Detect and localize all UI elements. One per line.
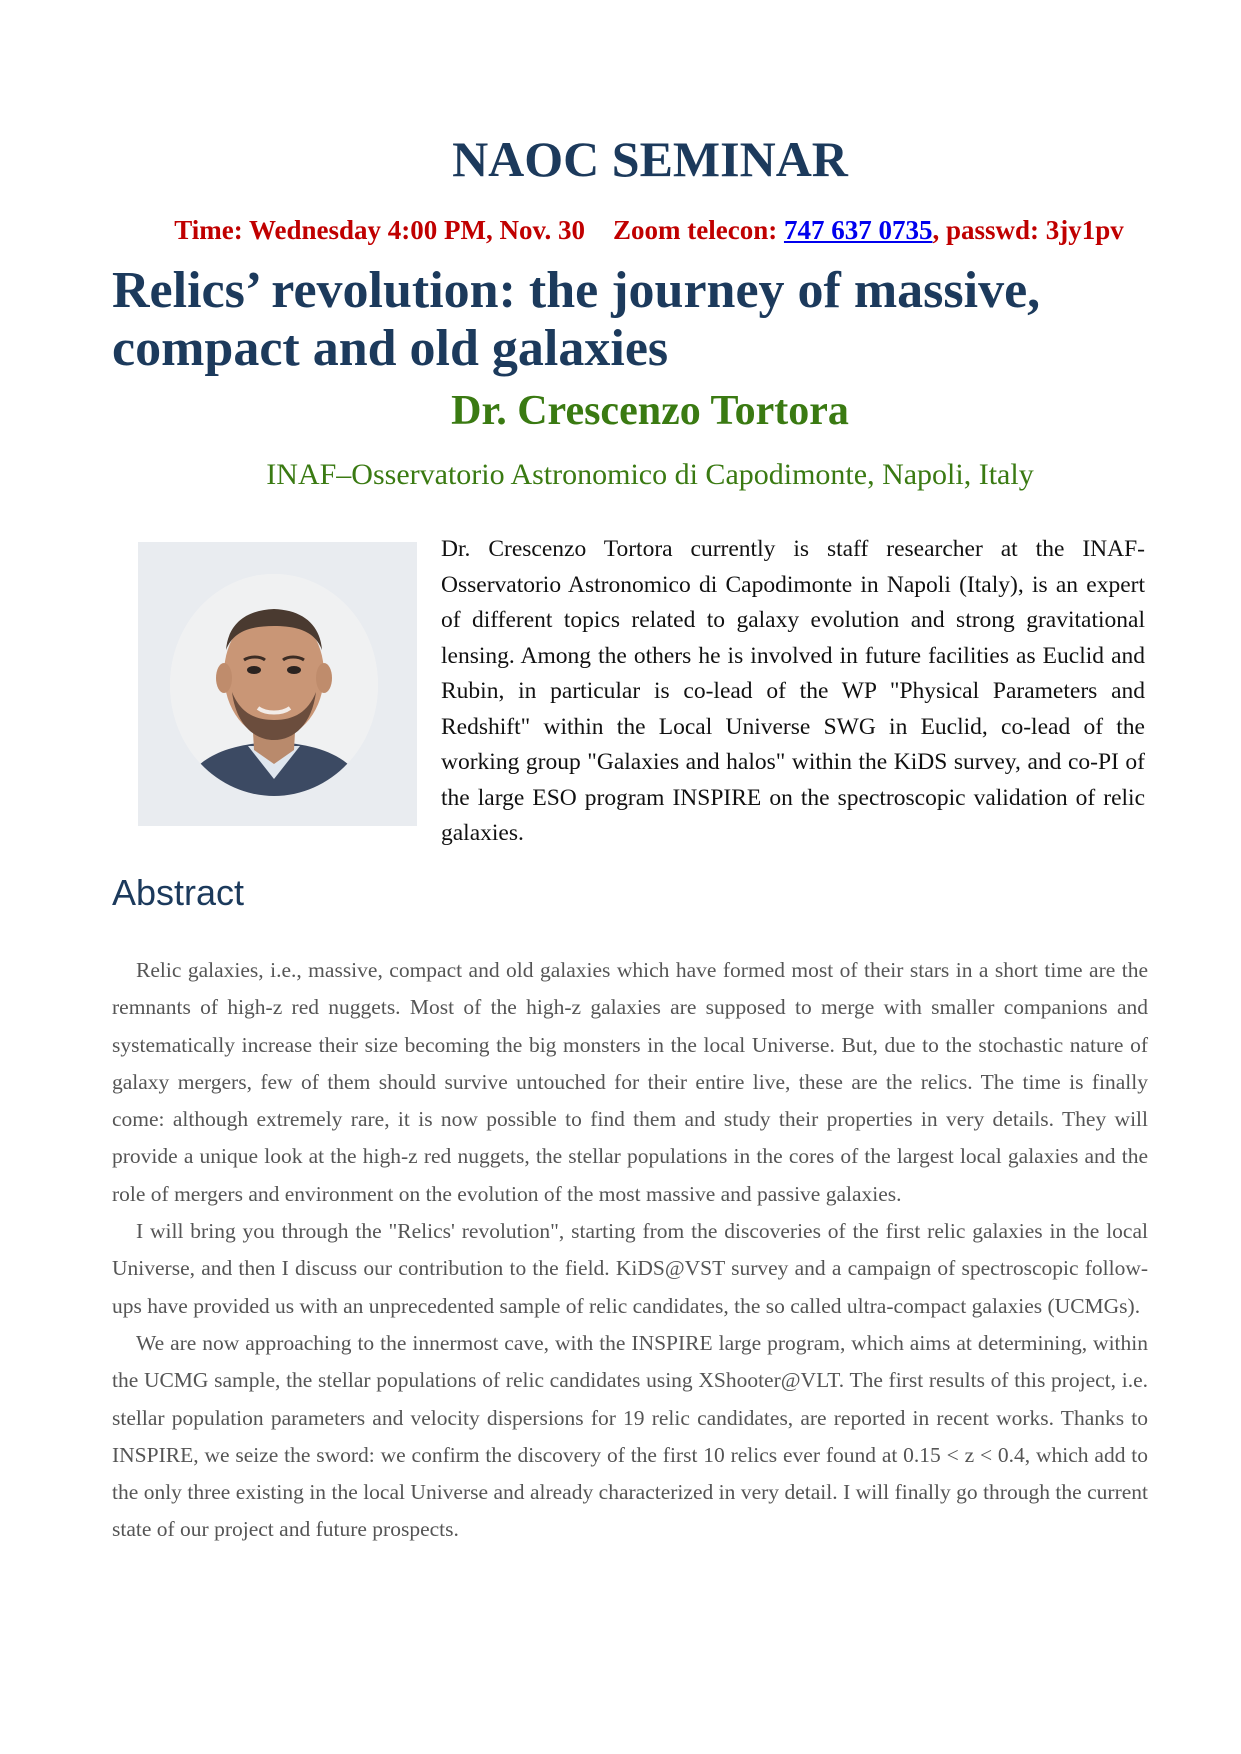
abstract-heading: Abstract — [112, 872, 245, 913]
abstract-paragraph: I will bring you through the "Relics' revolution", starting from the discoveries of the first relic galaxies in the local Universe, and then I discuss our contribution to the field. KiDS@VST survey and a campaign of spectroscopic follow-ups have provided us with an unprecedented sample of relic candidates, the so called ultra-compact galaxies (UCMGs). — [112, 1219, 1148, 1318]
speaker-portrait-image — [170, 574, 378, 796]
speaker-name: Dr. Crescenzo Tortora — [451, 388, 849, 434]
passwd-label: , passwd: 3jy1pv — [932, 215, 1124, 245]
talk-title: Relics’ revolution: the journey of massive, compact and old galaxies — [112, 262, 1041, 377]
speaker-affiliation: INAF–Osservatorio Astronomico di Capodimonte, Napoli, Italy — [266, 458, 1034, 491]
speaker-photo — [138, 542, 417, 826]
zoom-meeting-link[interactable]: 747 637 0735 — [783, 215, 933, 245]
speaker-bio: Dr. Crescenzo Tortora currently is staff researcher at the INAF-Osservatorio Astronomico di Capodimonte in Napoli (Italy), is an expert of different topics related to galaxy evolution and strong gravitational lensing. Among the others he is involved in future facilities as Euclid and Rubin, in particular is co-lead of the WP "Physical Parameters and Redshift" within the Local Universe SWG in Euclid, co-lead of the working group "Galaxies and halos" within the KiDS survey, and co-PI of the large ESO program INSPIRE on the spectroscopic validation of relic galaxies. — [441, 536, 1145, 846]
abstract-paragraph: Relic galaxies, i.e., massive, compact and old galaxies which have formed most of their stars in a short time are the remnants of high-z red nuggets. Most of the high-z galaxies are supposed to merge with smaller companions and systematically increase their size becoming the big monsters in the local Universe. But, due to the stochastic nature of galaxy mergers, few of them should survive untouched for their entire live, these are the relics. The time is finally come: although extremely rare, it is now possible to find them and study their properties in very details. They will provide a unique look at the high-z red nuggets, the stellar populations in the cores of the largest local galaxies and the role of mergers and environment on the evolution of the most massive and passive galaxies. — [112, 958, 1148, 1206]
time-label: Time: Wednesday 4:00 PM, Nov. 30 — [174, 215, 585, 245]
abstract-body — [112, 952, 1148, 1549]
time-zoom-line — [0, 215, 1241, 246]
zoom-label: Zoom telecon: — [613, 215, 784, 245]
seminar-title: NAOC SEMINAR — [452, 131, 848, 187]
abstract-paragraph: We are now approaching to the innermost cave, with the INSPIRE large program, which aims at determining, within the UCMG sample, the stellar populations of relic candidates using XShooter@VLT. The first results of this project, i.e. stellar population parameters and velocity dispersions for 19 relic candidates, are reported in recent works. Thanks to INSPIRE, we seize the sword: we confirm the discovery of the first 10 relics ever found at 0.15 < z < 0.4, which add to the only three existing in the local Universe and already characterized in very detail. I will finally go through the current state of our project and future prospects. — [112, 1330, 1148, 1542]
